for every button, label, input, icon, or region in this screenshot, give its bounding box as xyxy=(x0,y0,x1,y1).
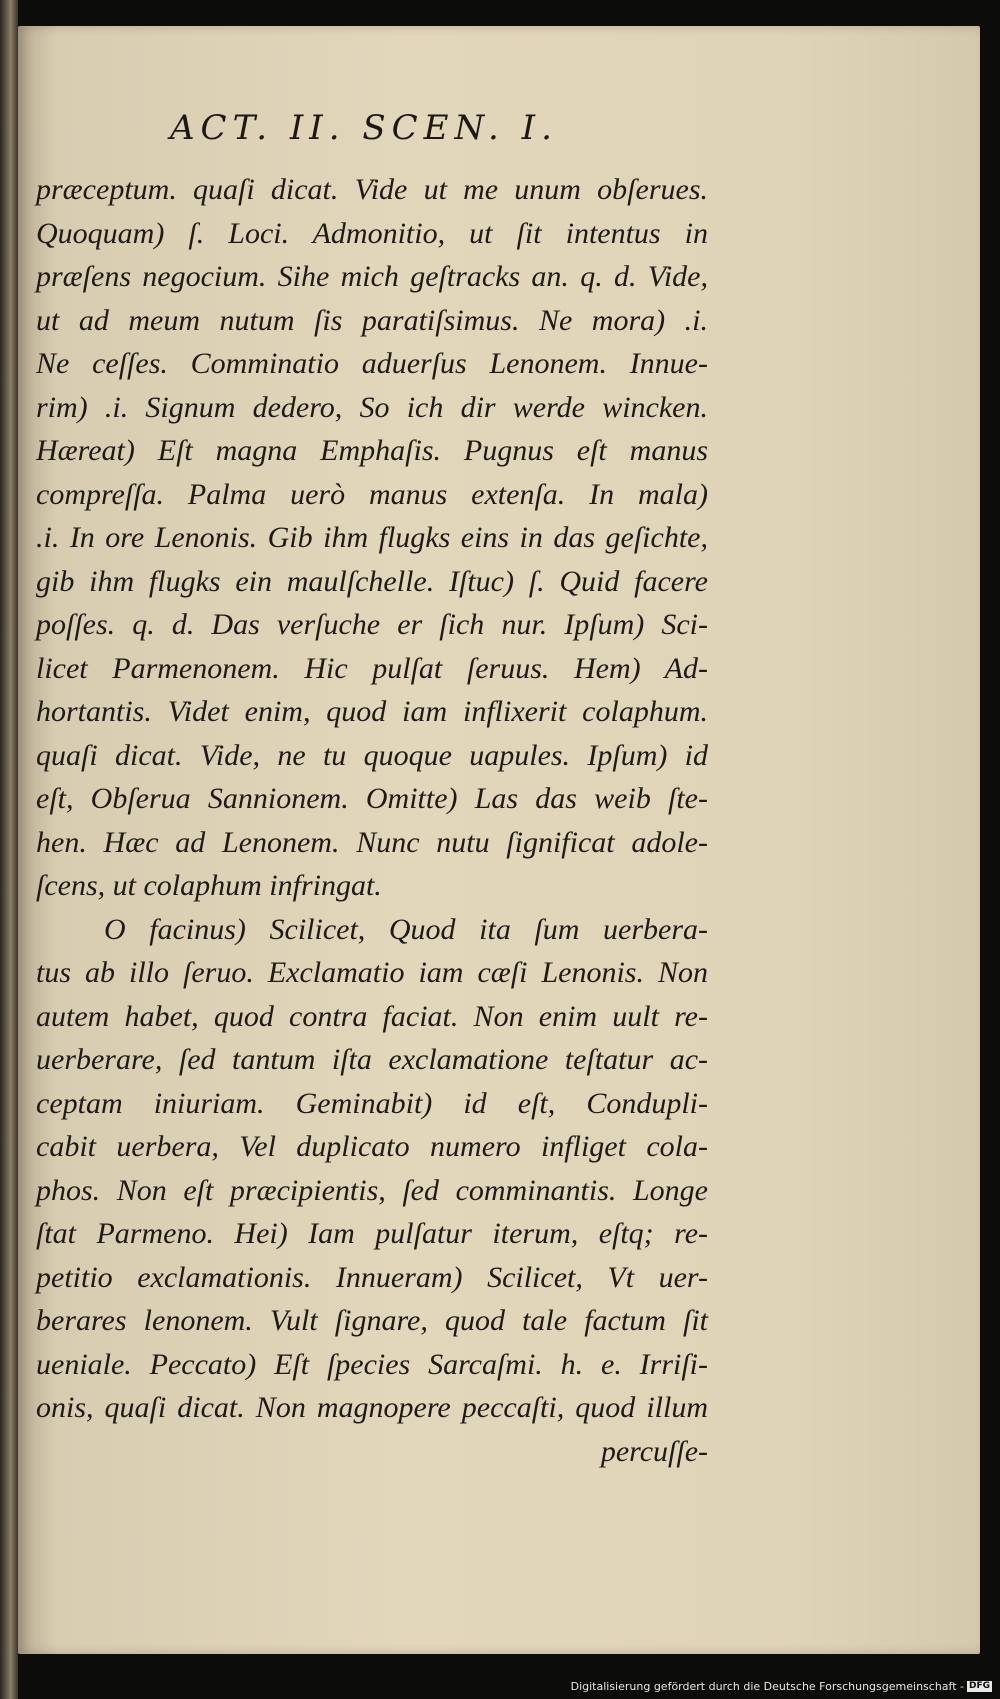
book-spine-edge xyxy=(0,0,18,1699)
digitization-credit xyxy=(571,1680,992,1693)
text-line: eſt, Obſerua Sannionem. Omitte) Las das weib ſte- xyxy=(36,782,708,815)
text-line: ſcens, ut colaphum infringat. xyxy=(36,869,382,902)
text-line: licet Parmenonem. Hic pulſat ſeruus. Hem) Ad- xyxy=(36,651,708,685)
text-line: onis, quaſi dicat. Non magnopere peccaſti, quod illum xyxy=(36,1391,708,1424)
text-line: uerberare, ſed tantum iſta exclamatione teſtatur ac- xyxy=(36,1043,708,1076)
text-line: tus ab illo ſeruo. Exclamatio iam cæſi Lenonis. Non xyxy=(36,956,708,989)
credit-text: Digitalisierung gefördert durch die Deutsche Forschungsgemeinschaft - xyxy=(570,1680,964,1693)
text-line: .i. In ore Lenonis. Gib ihm flugks eins in das geſichte, xyxy=(36,521,708,554)
dfg-logo-icon: DFG xyxy=(968,1681,990,1691)
text-line: berares lenonem. Vult ſignare, quod tale factum ſit xyxy=(36,1304,708,1337)
text-line: cabit uerbera, Vel duplicato numero infliget cola- xyxy=(36,1130,708,1163)
text-line: Quoquam) ſ. Loci. Admonitio, ut ſit intentus in xyxy=(36,216,708,250)
text-line: poſſes. q. d. Das verſuche er ſich nur. Ipſum) Sci- xyxy=(36,608,708,641)
text-line: quaſi dicat. Vide, ne tu quoque uapules. Ipſum) id xyxy=(36,738,708,772)
catchword: percuſſe- xyxy=(600,1434,708,1468)
text-line: hen. Hæc ad Lenonem. Nunc nutu ſignificat adole- xyxy=(36,825,708,859)
text-line: præceptum. quaſi dicat. Vide ut me unum obſerues. xyxy=(36,173,708,206)
text-line: gib ihm flugks ein maulſchelle. Iſtuc) ſ. Quid facere xyxy=(36,564,708,598)
text-line: compreſſa. Palma uerò manus extenſa. In mala) xyxy=(36,477,708,511)
text-line: petitio exclamationis. Innueram) Scilicet, Vt uer- xyxy=(36,1260,708,1294)
text-line: hortantis. Videt enim, quod iam inflixerit colaphum. xyxy=(36,695,708,728)
text-line: rim) .i. Signum dedero, So ich dir werde wincken. xyxy=(36,390,708,424)
text-line: phos. Non eſt præcipientis, ſed comminantis. Longe xyxy=(36,1173,708,1207)
text-line: Hæreat) Eſt magna Emphaſis. Pugnus eſt manus xyxy=(36,434,708,467)
body-text xyxy=(36,168,708,1473)
text-line: Ne ceſſes. Comminatio aduerſus Lenonem. Innue- xyxy=(36,347,708,380)
running-header: ACT. II. SCEN. I. xyxy=(170,108,558,148)
text-line: O facinus) Scilicet, Quod ita ſum uerbera- xyxy=(104,912,708,946)
text-line: ueniale. Peccato) Eſt ſpecies Sarcaſmi. h. e. Irriſi- xyxy=(36,1347,708,1381)
text-line: autem habet, quod contra faciat. Non enim uult re- xyxy=(36,999,708,1033)
text-line: ut ad meum nutum ſis paratiſsimus. Ne mora) .i. xyxy=(36,303,708,337)
text-line: ſtat Parmeno. Hei) Iam pulſatur iterum, eſtq; re- xyxy=(36,1217,708,1250)
text-line: ceptam iniuriam. Geminabit) id eſt, Condupli- xyxy=(36,1086,708,1120)
text-line: præſens negocium. Sihe mich geſtracks an. q. d. Vide, xyxy=(36,260,708,293)
